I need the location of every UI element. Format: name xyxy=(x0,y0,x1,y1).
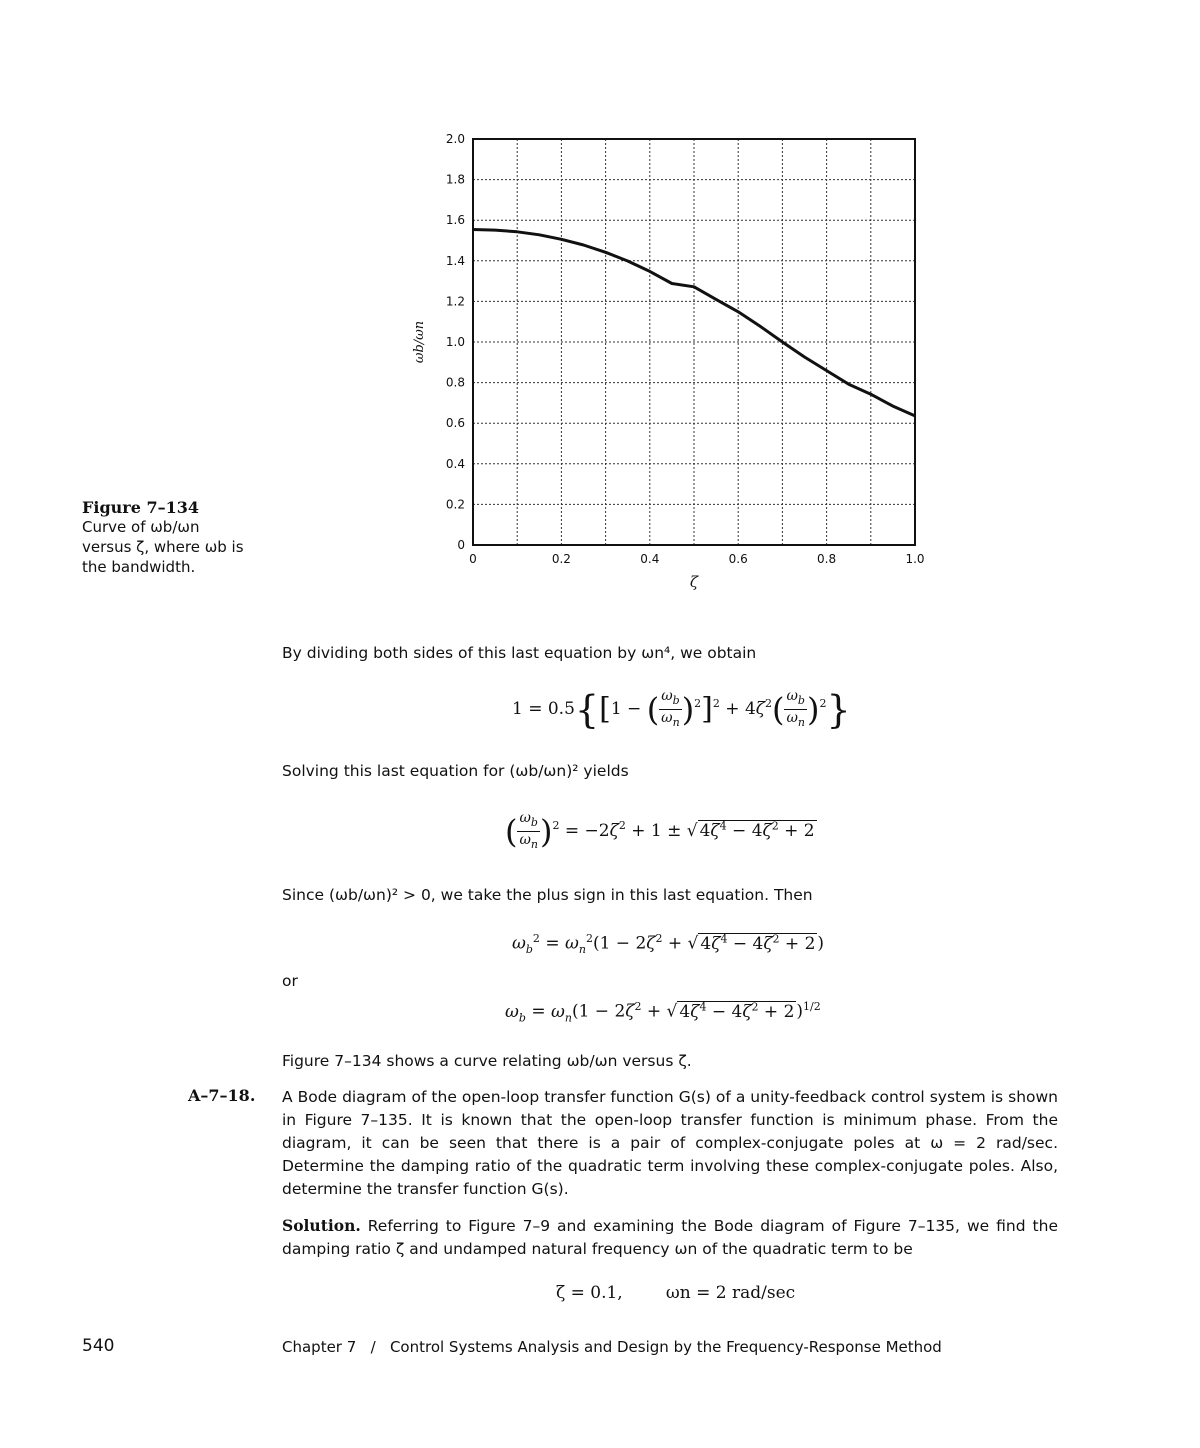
paragraph-5: Figure 7–134 shows a curve relating ωb/ωn versus ζ. xyxy=(282,1052,692,1070)
solution-paragraph xyxy=(282,1214,1058,1261)
y-tick-label: 0.8 xyxy=(445,375,465,390)
y-axis-label: ωb/ωn xyxy=(412,320,427,364)
bandwidth-ratio-chart xyxy=(400,125,940,595)
equation-normalized: 1 = 0.5{[1 − ( $\frac{\omega_b}{\omega_n}$ )$^2]^2 + 4\zeta^2$( $\frac{\omega_b}{\omega_n}$ )$^2$} xyxy=(512,687,851,732)
paragraph-1: By dividing both sides of this last equation by ωn⁴, we obtain xyxy=(282,644,757,662)
y-tick-label: 0.2 xyxy=(445,497,465,512)
x-tick-label: 0.4 xyxy=(640,552,660,566)
caption-line-1: Curve of ωb/ωn xyxy=(82,518,200,536)
y-tick-label: 1.2 xyxy=(445,294,465,309)
problem-text: A Bode diagram of the open-loop transfer function G(s) of a unity-feedback control system is shown in Figure 7–135. It is known that the open-loop transfer function is minimum phase. From the diagram, it can be seen that there is a pair of complex-conjugate poles at ω = 2 rad/sec. Determine the damping ratio of the quadratic term involving these complex-conjugate poles. Also, determine the transfer function G(s). xyxy=(282,1088,1058,1198)
solution-text: Referring to Figure 7–9 and examining the Bode diagram of Figure 7–135, we find the damping ratio ζ and undamped natural frequency ωn of the quadratic term to be xyxy=(282,1217,1058,1258)
y-tick-label: 2.0 xyxy=(445,132,465,146)
paragraph-2: Solving this last equation for (ωb/ωn)² yields xyxy=(282,762,629,780)
x-tick-label: 1.0 xyxy=(905,552,925,566)
y-tick-label: 0.4 xyxy=(445,456,465,471)
x-tick-label: 0 xyxy=(469,552,477,566)
running-title: Chapter 7 / Control Systems Analysis and Design by the Frequency-Response Method xyxy=(282,1338,942,1356)
y-tick-label: 1.8 xyxy=(445,172,465,187)
x-axis-label: ζ xyxy=(689,573,699,591)
y-tick-label: 1.4 xyxy=(445,253,465,268)
equation-squared-bandwidth: $\omega_b^2 = \omega_n^2(1 - 2\zeta^2$ + √ $4\zeta^4 - 4\zeta^2 + 2$ ) xyxy=(512,932,825,957)
page-number: 540 xyxy=(82,1336,115,1356)
caption-line-3: the bandwidth. xyxy=(82,558,196,576)
y-tick-label: 0 xyxy=(457,538,465,552)
problem-label: A–7–18. xyxy=(188,1086,256,1105)
equation-bandwidth: $\omega_b = \omega_n(1 - 2\zeta^2$ + √ $4\zeta^4 - 4\zeta^2 + 2$ )$^{1/2}$ xyxy=(505,1000,821,1025)
figure-caption xyxy=(82,498,282,577)
x-tick-label: 0.2 xyxy=(551,552,571,566)
paragraph-4: or xyxy=(282,972,298,990)
y-tick-label: 1.6 xyxy=(445,213,465,228)
x-tick-label: 0.8 xyxy=(817,552,837,566)
paragraph-3: Since (ωb/ωn)² > 0, we take the plus sign in this last equation. Then xyxy=(282,886,813,904)
figure-label: Figure 7–134 xyxy=(82,498,199,517)
x-tick-label: 0.6 xyxy=(728,552,748,566)
y-tick-label: 0.6 xyxy=(445,416,465,431)
y-tick-label: 1.0 xyxy=(445,335,465,349)
final-equation: ζ = 0.1, ωn = 2 rad/sec xyxy=(556,1283,796,1303)
equation-solution: ( $\frac{\omega_b}{\omega_n}$ )$^2 = -2\zeta^2 + 1$ ± √ $4\zeta^4 - 4\zeta^2 + 2$ xyxy=(505,810,815,851)
solution-label: Solution. xyxy=(282,1216,361,1235)
caption-line-2: versus ζ, where ωb is xyxy=(82,538,244,556)
